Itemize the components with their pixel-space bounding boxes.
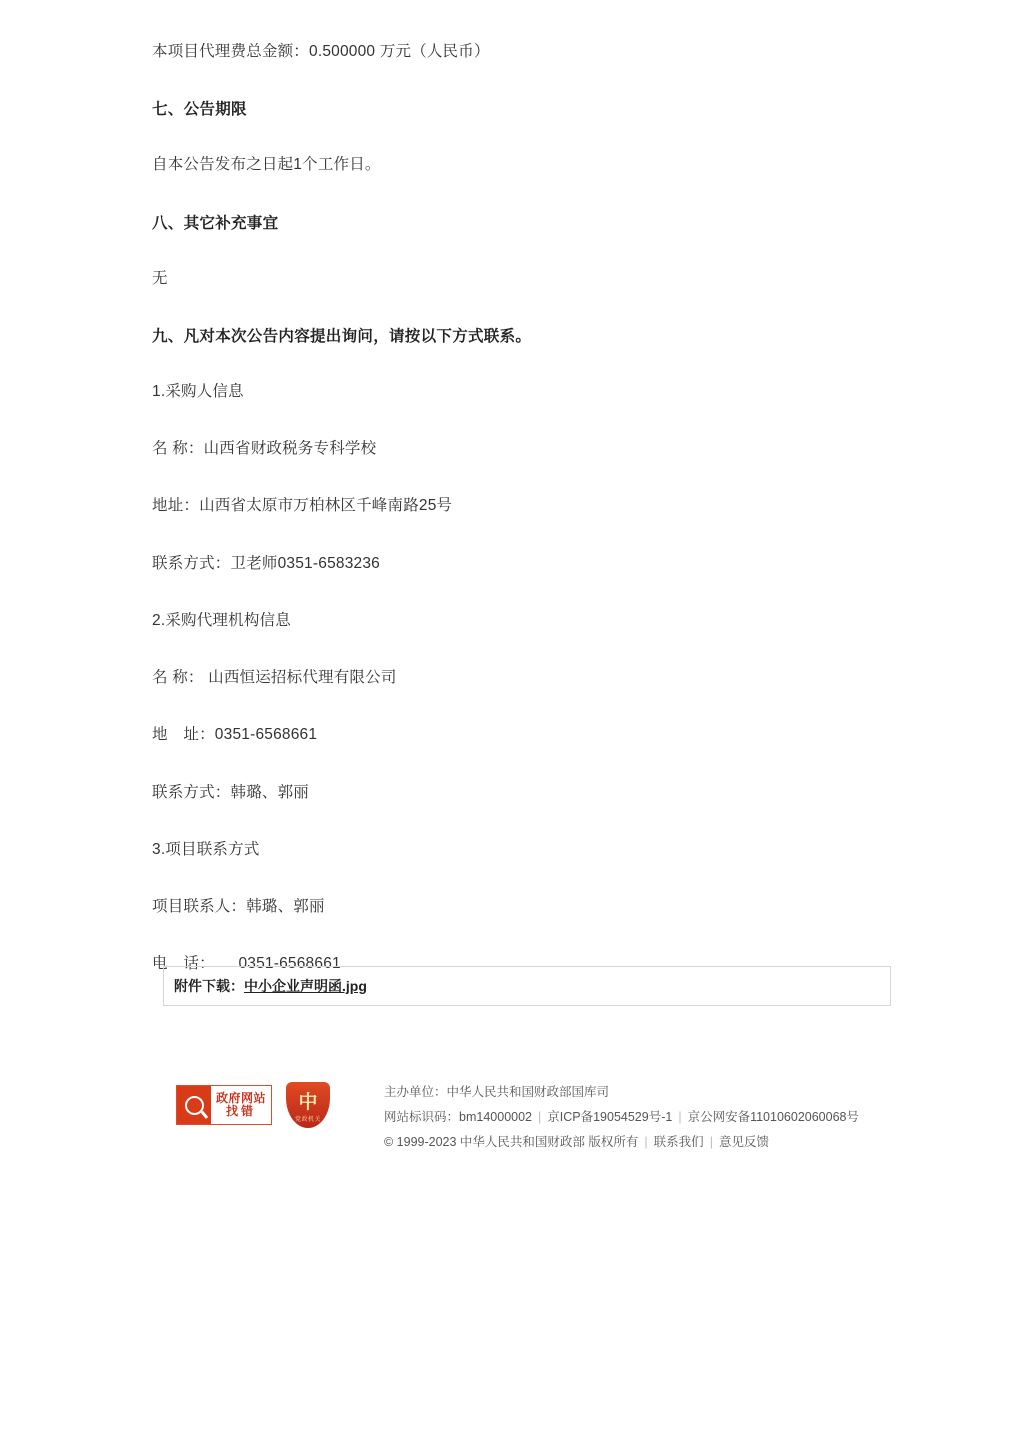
section-9-heading: 九、凡对本次公告内容提出询问，请按以下方式联系。 bbox=[152, 327, 532, 345]
police-record-link[interactable]: 京公网安备11010602060068号 bbox=[687, 1110, 859, 1124]
agency-name: 名 称： 山西恒运招标代理有限公司 bbox=[152, 669, 397, 686]
footer-info bbox=[384, 1080, 859, 1155]
magnifier-icon bbox=[177, 1086, 211, 1124]
attachment-download-link[interactable]: 中小企业声明函.jpg bbox=[244, 978, 367, 994]
agency-contact: 联系方式：韩璐、郭丽 bbox=[152, 783, 310, 801]
footer-ids-line bbox=[384, 1105, 859, 1130]
section-8-body: 无 bbox=[152, 269, 168, 287]
host-value: 中华人民共和国财政部国库司 bbox=[446, 1085, 610, 1099]
contact-us-link[interactable]: 联系我们 bbox=[653, 1135, 704, 1149]
purchaser-name: 名 称：山西省财政税务专科学校 bbox=[152, 440, 377, 457]
purchaser-contact: 联系方式：卫老师0351-6583236 bbox=[152, 554, 380, 572]
site-id-label: 网站标识码： bbox=[384, 1110, 460, 1124]
shield-char: 中 bbox=[298, 1091, 318, 1113]
gov-website-error-report-icon[interactable] bbox=[176, 1085, 272, 1125]
attachment-label: 附件下载： bbox=[174, 978, 244, 994]
project-contact-heading: 3.项目联系方式 bbox=[152, 840, 260, 858]
section-8-heading: 八、其它补充事宜 bbox=[152, 214, 279, 232]
footer-copyright-line bbox=[384, 1130, 859, 1155]
shield-sub-label: 党政机关 bbox=[294, 1117, 321, 1123]
agency-address: 地 址：0351-6568661 bbox=[152, 726, 318, 744]
gov-agency-shield-icon[interactable] bbox=[286, 1082, 330, 1128]
project-contact-person: 项目联系人：韩璐、郭丽 bbox=[152, 898, 325, 915]
divider: | bbox=[538, 1110, 542, 1124]
section-7-body: 自本公告发布之日起1个工作日。 bbox=[152, 156, 381, 174]
attachment-box bbox=[163, 966, 891, 1006]
copyright-text: © 1999-2023 中华人民共和国财政部 版权所有 bbox=[384, 1135, 639, 1149]
icp-link[interactable]: 京ICP备19054529号-1 bbox=[547, 1110, 673, 1124]
agency-info-heading: 2.采购代理机构信息 bbox=[152, 611, 291, 629]
feedback-link[interactable]: 意见反馈 bbox=[718, 1135, 769, 1149]
project-contact-phone: 电 话： 0351-6568661 bbox=[152, 955, 341, 973]
purchaser-address: 地址：山西省太原市万柏林区千峰南路25号 bbox=[152, 497, 453, 515]
gov-logo-line2: 找错 bbox=[226, 1104, 257, 1118]
footer-host-line bbox=[384, 1080, 859, 1105]
site-id-value: bm14000002 bbox=[459, 1110, 532, 1124]
divider: | bbox=[644, 1135, 648, 1149]
divider: | bbox=[678, 1110, 682, 1124]
section-7-heading: 七、公告期限 bbox=[152, 101, 247, 119]
agency-fee-line: 本项目代理费总金额：0.500000 万元（人民币） bbox=[152, 43, 490, 60]
host-label: 主办单位： bbox=[384, 1085, 447, 1099]
document-content bbox=[152, 40, 892, 1010]
footer-logos bbox=[176, 1082, 330, 1128]
purchaser-info-heading: 1.采购人信息 bbox=[152, 382, 244, 400]
site-footer bbox=[0, 1070, 1024, 1170]
divider: | bbox=[709, 1135, 713, 1149]
gov-logo-line1: 政府网站 bbox=[216, 1091, 267, 1106]
